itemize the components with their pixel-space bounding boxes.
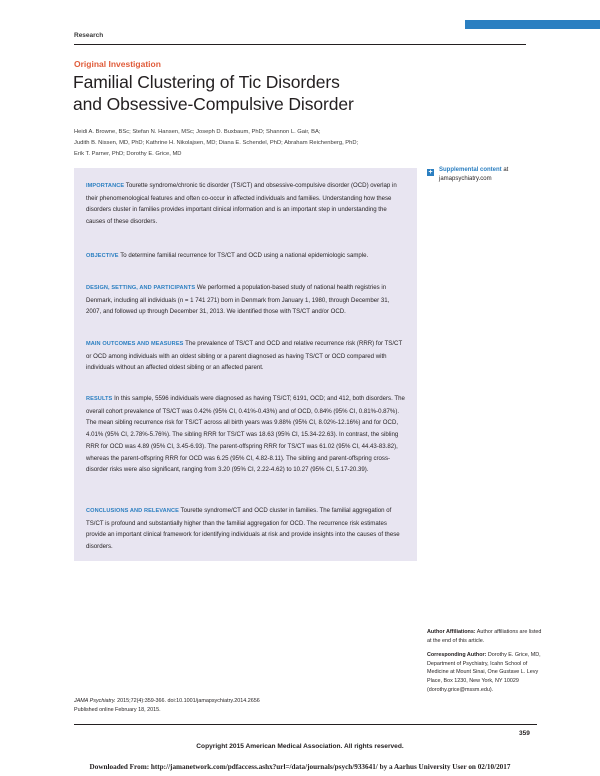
- header-color-bar: [465, 20, 600, 29]
- title-line-2: and Obsessive-Compulsive Disorder: [73, 94, 354, 114]
- published-line: Published online February 18, 2015.: [74, 706, 161, 713]
- download-stamp: Downloaded From: http://jamanetwork.com/pdfaccess.ashx?url=/data/journals/psych/933641/ by a Aarhus University User on 02/10/2017: [89, 763, 511, 771]
- abstract-results: [86, 393, 406, 476]
- objective-heading: OBJECTIVE: [86, 253, 119, 259]
- affiliations-label: Author Affiliations:: [427, 629, 476, 635]
- importance-heading: IMPORTANCE: [86, 183, 125, 189]
- supp-url[interactable]: jamapsychiatry.com: [439, 176, 492, 182]
- conclusions-heading: CONCLUSIONS AND RELEVANCE: [86, 508, 179, 514]
- page-number: 359: [519, 730, 530, 737]
- supplemental-content-link[interactable]: [439, 166, 539, 184]
- affiliations-text: Author affiliations are listed at the end of this article.: [427, 629, 542, 644]
- affiliations-note: [427, 628, 542, 645]
- outcomes-heading: MAIN OUTCOMES AND MEASURES: [86, 341, 184, 347]
- abstract-conclusions: [86, 505, 406, 553]
- authors-line-2: Judith B. Nissen, MD, PhD; Kathrine H. Nikolajsen, MD; Diana E. Schendel, PhD; Abraham Reichenberg, PhD;: [74, 140, 359, 146]
- supp-label[interactable]: Supplemental content: [439, 167, 502, 173]
- abstract-design: [86, 282, 406, 318]
- objective-text: To determine familial recurrence for TS/CT and OCD using a national epidemiologic sample.: [120, 252, 369, 259]
- corresponding-text: Dorothy E. Grice, MD, Department of Psychiatry, Icahn School of Medicine at Mount Sinai, One Gustave L. Levy Place, Box 1230, New York, NY 10029 (dorothy.grice@mssm.edu).: [427, 652, 541, 693]
- corresponding-label: Corresponding Author:: [427, 652, 487, 659]
- abstract-importance: [86, 180, 406, 228]
- title-line-1: Familial Clustering of Tic Disorders: [73, 72, 340, 92]
- citation-block: [74, 697, 374, 715]
- design-text: We performed a population-based study of national health registries in Denmark, including all individuals (n = 1 741 271) born in Denmark from January 1, 1980, through December 31, 2007, and followed up through December 31, 2013. We identified those with TS/CT and/or OCD.: [86, 284, 390, 316]
- results-heading: RESULTS: [86, 396, 113, 402]
- results-text: In this sample, 5596 individuals were diagnosed as having TS/CT; 6191, OCD; and 412, both disorders. The overall cohort prevalence of TS/CT was 0.42% (95% CI, 0.41%-0.43%) and of OCD, 0.84% (95% CI, 0.81%-0.87%). The mean sibling recurrence risk for TS/CT across all birth years was 9.88% (95% CI, 8.02%-12.16%) and for OCD, 4.01% (95% CI, 2.78%-5.76%). The sibling RRR for TS/CT was 18.63 (95% CI, 15.34-22.63). In contrast, the sibling RRR for OCD was 4.89 (95% CI, 3.45-6.93). The parent-offspring RRR for TS/CT was 61.02 (95% CI, 44.43-83.82), whereas the parent-offspring RRR for OCD was 6.25 (95% CI, 4.82-8.11). The sibling and parent-offspring cross-disorder risks were also significant, ranging from 3.20 (95% CI, 2.22-4.62) to 10.27 (95% CI, 5.17-20.39).: [86, 395, 405, 474]
- design-heading: DESIGN, SETTING, AND PARTICIPANTS: [86, 285, 196, 291]
- corresponding-note: [427, 651, 542, 694]
- footer-rule: [74, 724, 537, 725]
- copyright-notice: Copyright 2015 American Medical Association. All rights reserved.: [196, 743, 404, 750]
- article-title: [73, 71, 493, 115]
- abstract-outcomes: [86, 338, 406, 374]
- author-list: [74, 127, 444, 160]
- section-label: Research: [74, 32, 104, 39]
- article-kicker: Original Investigation: [74, 59, 161, 69]
- abstract-objective: [86, 250, 406, 263]
- citation-text: 2015;72(4):359-366. doi:10.1001/jamapsychiatry.2014.2656: [115, 698, 260, 704]
- citation-journal: JAMA Psychiatry.: [74, 698, 116, 704]
- header-rule: [74, 44, 526, 45]
- importance-text: Tourette syndrome/chronic tic disorder (TS/CT) and obsessive-compulsive disorder (OCD) overlap in their phenomenological features and often co-occur in affected individuals and families. Understanding how these disorders cluster in families provides important clinical information and is an important step in understanding the causes of these disorders.: [86, 182, 397, 226]
- supp-text-a: at: [501, 167, 509, 173]
- plus-icon[interactable]: +: [428, 169, 433, 176]
- conclusions-text: Tourette syndrome/CT and OCD cluster in families. The familial aggregation of TS/CT is profound and substantially higher than the familial aggregation for OCD. The recurrence risk estimates provide an important clinical framework for identifying individuals at risk and provide insights into the causes of these disorders.: [86, 507, 400, 551]
- citation-line: [74, 697, 374, 706]
- outcomes-text: The prevalence of TS/CT and OCD and relative recurrence risk (RRR) for TS/CT or OCD among individuals with an oldest sibling or a parent diagnosed as having TS/CT or OCD compared with individuals without an affected oldest sibling or an affected parent.: [86, 340, 403, 372]
- authors-line-1: Heidi A. Browne, BSc; Stefan N. Hansen, MSc; Joseph D. Buxbaum, PhD; Shannon L. Gair, BA;: [74, 129, 321, 135]
- authors-line-3: Erik T. Parner, PhD; Dorothy E. Grice, MD: [74, 151, 182, 157]
- author-notes: [427, 628, 542, 694]
